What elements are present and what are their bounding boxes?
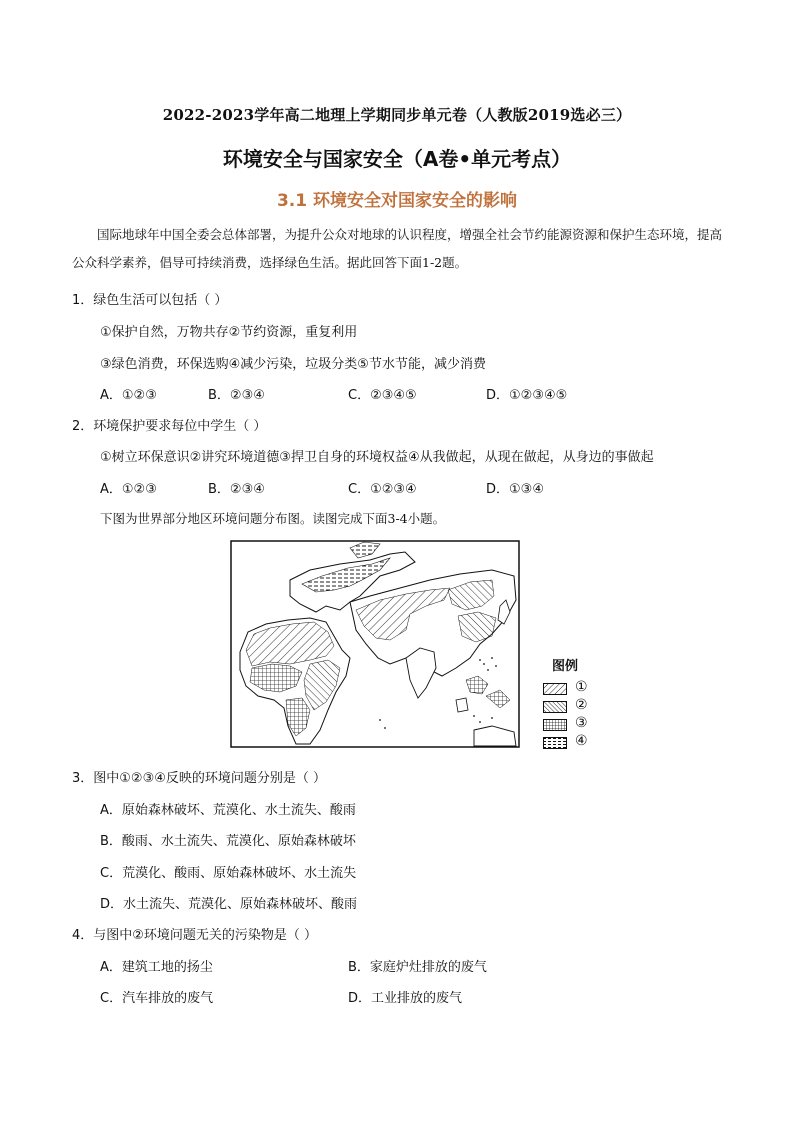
legend-item-2 xyxy=(543,697,603,714)
question-4-option-b[interactable]: B．家庭炉灶排放的废气 xyxy=(348,960,487,975)
question-2-option-d[interactable]: D．①③④ xyxy=(486,482,544,497)
question-4-stem: 4．与图中②环境问题无关的污染物是（ ） xyxy=(72,928,318,943)
question-4-option-d[interactable]: D．工业排放的废气 xyxy=(348,991,463,1006)
legend-title: 图例 xyxy=(552,659,579,674)
question-1-line-1: ①保护自然，万物共存②节约资源，重复利用 xyxy=(100,325,358,340)
diagonal-left-pattern-icon xyxy=(543,683,567,695)
world-region-map-icon xyxy=(230,540,520,748)
passage-intro-1-2: 国际地球年中国全委会总体部署，为提升公众对地球的认识程度，增强全社会节约能源资源和保护生态环境，提高公众科学素养，倡导可持续消费，选择绿色生活。据此回答下面1-2题。 xyxy=(72,227,723,270)
question-3-option-a[interactable]: A．原始森林破坏、荒漠化、水土流失、酸雨 xyxy=(100,803,356,818)
question-4-option-a[interactable]: A．建筑工地的扬尘 xyxy=(100,960,213,975)
legend-label-4: ④ xyxy=(575,733,588,749)
question-4-option-c[interactable]: C．汽车排放的废气 xyxy=(100,991,214,1006)
question-1-option-a[interactable]: A．①②③ xyxy=(100,388,157,403)
passage-intro-3-4: 下图为世界部分地区环境问题分布图。读图完成下面3-4小题。 xyxy=(100,511,446,526)
map-legend xyxy=(540,655,600,749)
question-2-line-1: ①树立环保意识②讲究环境道德③捍卫自身的环境权益④从我做起，从现在做起，从身边的事做起 xyxy=(100,450,654,465)
question-3-option-c[interactable]: C．荒漠化、酸雨、原始森林破坏、水土流失 xyxy=(100,866,357,881)
question-3-option-d[interactable]: D．水土流失、荒漠化、原始森林破坏、酸雨 xyxy=(100,897,358,912)
section-title: 3.1 环境安全对国家安全的影响 xyxy=(276,191,518,211)
question-2-option-a[interactable]: A．①②③ xyxy=(100,482,157,497)
question-2-option-b[interactable]: B．②③④ xyxy=(208,482,265,497)
legend-label-1: ① xyxy=(575,679,588,695)
legend-label-3: ③ xyxy=(575,715,588,731)
question-3-option-b[interactable]: B．酸雨、水土流失、荒漠化、原始森林破坏 xyxy=(100,834,356,849)
legend-item-1 xyxy=(543,679,603,696)
diagonal-right-pattern-icon xyxy=(543,701,567,713)
legend-item-4 xyxy=(543,733,603,750)
environment-problem-map xyxy=(230,540,520,748)
question-3-stem: 3．图中①②③④反映的环境问题分别是（ ） xyxy=(72,771,327,786)
question-1-stem: 1．绿色生活可以包括（ ） xyxy=(72,293,228,308)
question-2-option-c[interactable]: C．①②③④ xyxy=(348,482,417,497)
question-1-option-c[interactable]: C．②③④⑤ xyxy=(348,388,417,403)
question-1-option-b[interactable]: B．②③④ xyxy=(208,388,265,403)
grid-pattern-icon xyxy=(543,719,567,731)
exam-title: 2022-2023学年高二地理上学期同步单元卷（人教版2019选必三） xyxy=(162,106,632,124)
legend-label-2: ② xyxy=(575,697,588,713)
question-1-line-2: ③绿色消费，环保选购④减少污染，垃圾分类⑤节水节能，减少消费 xyxy=(100,357,486,372)
dashed-pattern-icon xyxy=(543,737,567,749)
question-1-option-d[interactable]: D．①②③④⑤ xyxy=(486,388,568,403)
unit-title: 环境安全与国家安全（A卷•单元考点） xyxy=(222,147,572,171)
legend-item-3 xyxy=(543,715,603,732)
question-2-stem: 2．环境保护要求每位中学生（ ） xyxy=(72,419,267,434)
